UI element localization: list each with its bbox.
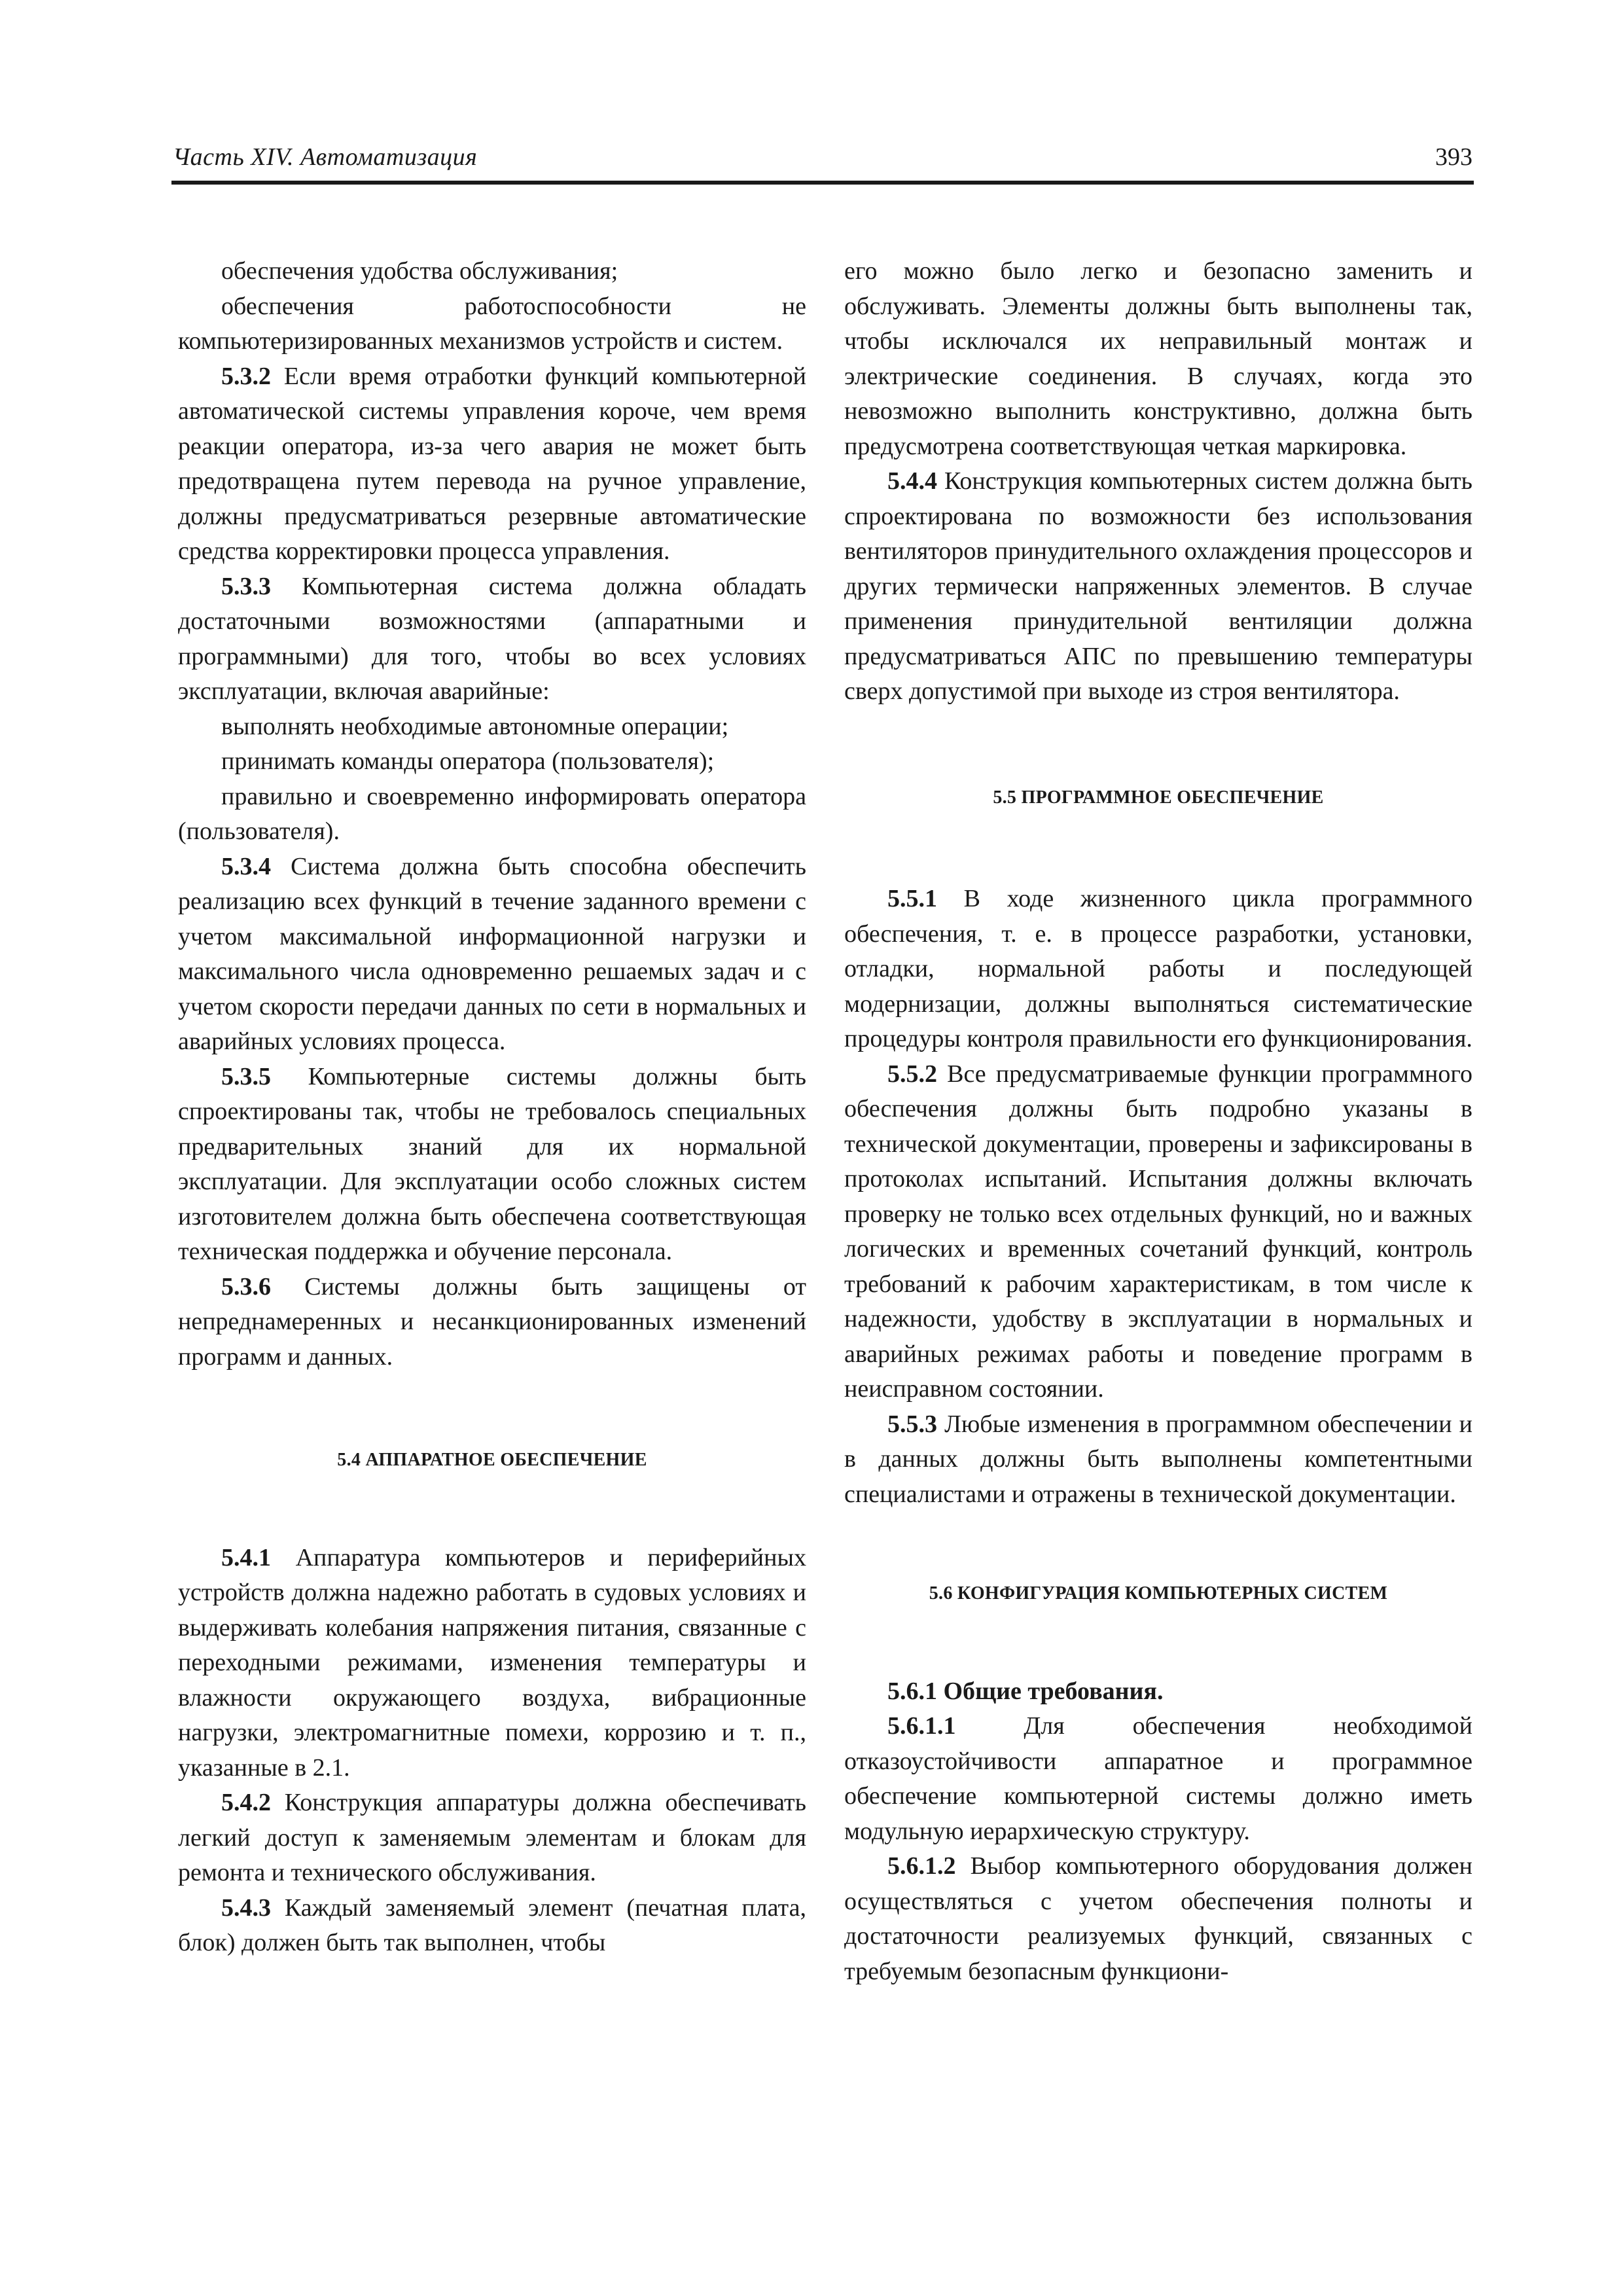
subheading-text: 5.6.1 Общие требования. [887,1677,1164,1705]
paragraph: правильно и своевременно информировать оператора (пользователя). [178,782,806,845]
clause-text: Компьютерная система должна обладать достаточными возможностями (аппаратными и программными) для того, чтобы во всех условиях эксплуатации, включая аварийные: [178,572,806,705]
paragraph [844,1709,1472,1849]
clause-number: 5.3.5 [221,1062,271,1090]
clause-text: Все предусматриваемые функции программного обеспечения должны быть подробно указаны в технической документации, проверены и зафиксированы в протоколах испытаний. Испытания должны включать проверку не только всех отдельных функций, но и важных логических и временных сочетаний функций, контроль требований к рабочим характеристикам, в том числе к надежности, удобству в эксплуатации в нормальных и аварийных режимах работы и поведение программ в неисправном состоянии. [844,1060,1472,1403]
clause-number: 5.4.4 [887,467,937,495]
clause-text: Компьютерные системы должны быть спроектированы так, чтобы не требовалось специальных предварительных знаний для их нормальной эксплуатации. Для эксплуатации особо сложных систем изготовителем должна быть обеспечена соответствующая техническая поддержка и обучение персонала. [178,1062,806,1265]
clause-number: 5.4.1 [221,1543,271,1571]
paragraph [178,1060,806,1270]
clause-number: 5.5.2 [887,1060,937,1088]
paragraph [178,1541,806,1786]
paragraph [178,850,806,1060]
subheading-5-6-1 [844,1674,1472,1710]
spacer [844,815,1472,882]
clause-number: 5.6.1.1 [887,1712,956,1740]
spacer [844,1512,1472,1576]
right-column [844,254,1472,1989]
clause-number: 5.3.2 [221,362,271,390]
clause-text: Если время отработки функций компьютерной автоматической системы управления короче, чем время реакции оператора, из-за чего авария не может быть предотвращена путем перевода на ручное управление, должны предусматриваться резервные автоматические средства корректировки процесса управления. [178,362,806,565]
clause-number: 5.5.1 [887,885,937,912]
clause-number: 5.3.6 [221,1272,271,1300]
paragraph [844,1057,1472,1407]
paragraph [178,1785,806,1891]
paragraph [844,464,1472,709]
paragraph [178,1270,806,1375]
clause-text: Любые изменения в программном обеспечении и в данных должны быть выполнены компетентными специалистами и отражены в технической документации. [844,1410,1472,1508]
clause-text: Системы должны быть защищены от непреднамеренных и несанкционированных изменений программ и данных. [178,1272,806,1371]
running-header [171,141,1474,185]
clause-number: 5.3.4 [221,852,271,880]
section-heading-5-6: 5.6 КОНФИГУРАЦИЯ КОМПЬЮТЕРНЫХ СИСТЕМ [929,1583,1388,1604]
paragraph [178,359,806,569]
clause-number: 5.4.3 [221,1893,271,1922]
section-heading-5-4: 5.4 АППАРАТНОЕ ОБЕСПЕЧЕНИЕ [337,1450,647,1470]
clause-text: Каждый заменяемый элемент (печатная плата, блок) должен быть так выполнен, чтобы [178,1893,806,1956]
paragraph [178,1891,806,1961]
page-number: 393 [1435,143,1472,171]
paragraph: обеспечения работоспособности не компьютеризированных механизмов устройств и систем. [178,292,806,355]
paragraph: обеспечения удобства обслуживания; [221,257,618,285]
paragraph [844,1407,1472,1513]
clause-text: Для обеспечения необходимой отказоустойчивости аппаратное и программное обеспечение компьютерной системы должно иметь модульную иерархическую структуру. [844,1712,1472,1845]
clause-text: Выбор компьютерного оборудования должен осуществляться с учетом обеспечения полноты и достаточности реализуемых функций, связанных с требуемым безопасным функциони- [844,1852,1472,1985]
clause-number: 5.4.2 [221,1789,271,1816]
clause-number: 5.3.3 [221,572,271,600]
paragraph: его можно было легко и безопасно заменить и обслуживать. Элементы должны быть выполнены так, чтобы исключался их неправильный монтаж и электрические соединения. В случаях, когда это невозможно выполнить конструктивно, должна быть предусмотрена соответствующая четкая маркировка. [844,257,1472,460]
spacer [178,1374,806,1443]
section-heading-5-5: 5.5 ПРОГРАММНОЕ ОБЕСПЕЧЕНИЕ [993,787,1324,808]
spacer [178,1478,806,1541]
spacer [844,1611,1472,1674]
clause-text: В ходе жизненного цикла программного обеспечения, т. е. в процессе разработки, установки, отладки, нормальной работы и последующей модернизации, должны выполняться систематические процедуры контроля правильности его функционирования. [844,885,1472,1052]
paragraph [844,1849,1472,1989]
left-column [178,254,806,1961]
clause-text: Аппаратура компьютеров и периферийных устройств должна надежно работать в судовых условиях и выдерживать колебания напряжения питания, связанные с переходными режимами, изменения температуры и влажности окружающего воздуха, вибрационные нагрузки, электромагнитные помехи, коррозию и т. п., указанные в 2.1. [178,1543,806,1782]
clause-text: Конструкция аппаратуры должна обеспечивать легкий доступ к заменяемым элементам и блокам для ремонта и технического обслуживания. [178,1789,806,1886]
clause-number: 5.6.1.2 [887,1852,956,1880]
paragraph: выполнять необходимые автономные операции; [221,712,729,740]
paragraph [178,569,806,709]
paragraph: принимать команды оператора (пользователя); [221,747,715,775]
paragraph [844,882,1472,1057]
spacer [844,709,1472,780]
header-title: Часть XIV. Автоматизация [173,143,478,171]
clause-text: Конструкция компьютерных систем должна быть спроектирована по возможности без использования вентиляторов принудительного охлаждения процессоров и других термически напряженных элементов. В случае применения принудительной вентиляции должна предусматриваться АПС по превышению температуры сверх допустимой при выходе из строя вентилятора. [844,467,1472,705]
clause-number: 5.5.3 [887,1410,937,1438]
clause-text: Система должна быть способна обеспечить реализацию всех функций в течение заданного времени с учетом максимальной информационной нагрузки и максимального числа одновременно решаемых задач и с учетом скорости передачи данных по сети в нормальных и аварийных условиях процесса. [178,852,806,1055]
